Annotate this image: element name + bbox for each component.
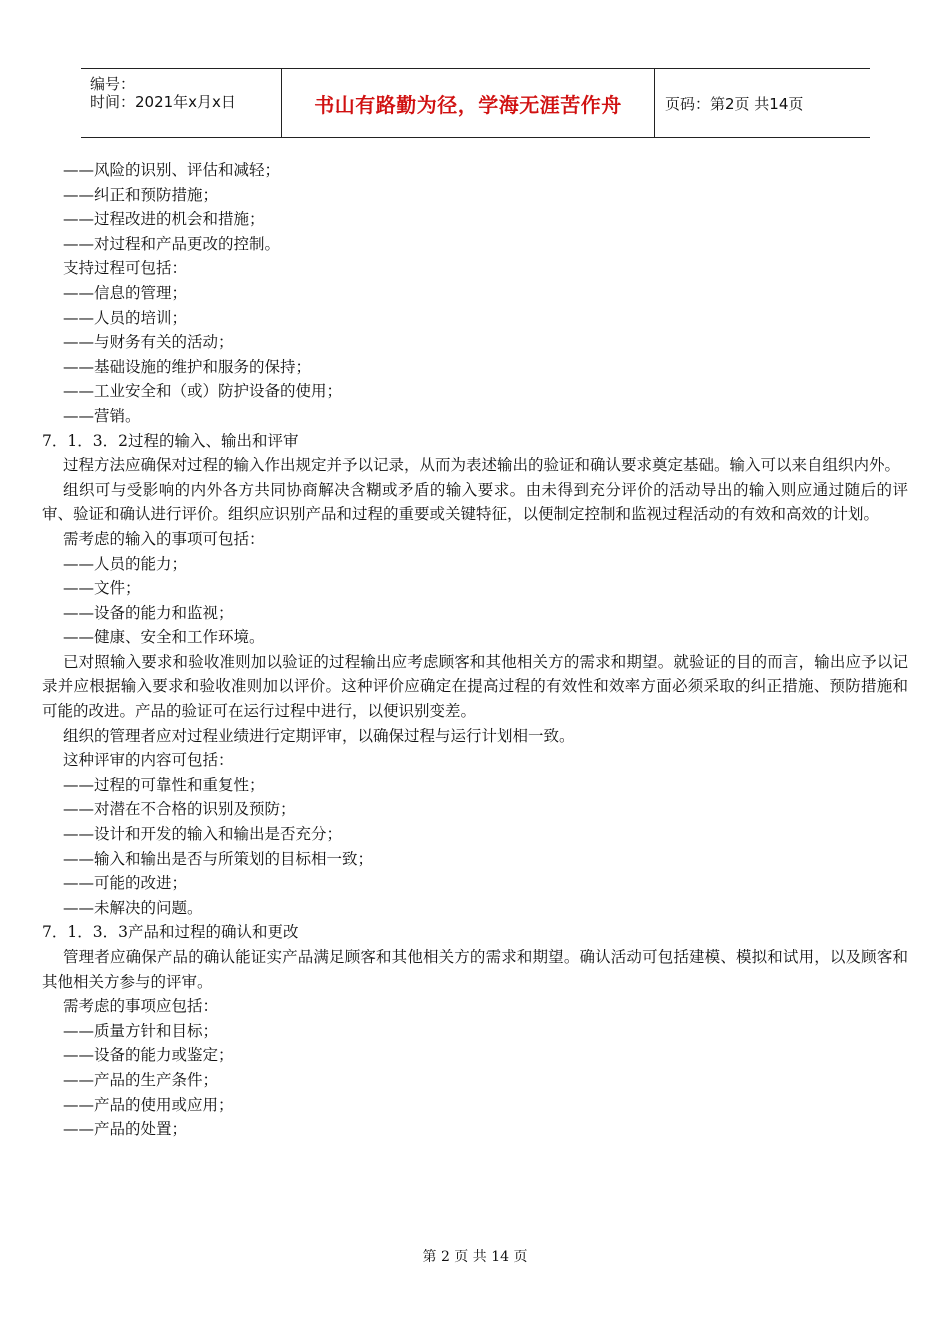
list-item: ——人员的能力；	[63, 554, 188, 573]
list-intro: 需考虑的事项应包括：	[63, 997, 219, 1016]
header-motto-cell	[282, 69, 655, 137]
section-heading: 7．1．3．2过程的输入、输出和评审	[42, 431, 299, 450]
header-page-cell	[655, 69, 870, 137]
paragraph: 管理者应确保产品的确认能证实产品满足顾客和其他相关方的需求和期望。确认活动可包括建模、模拟和试用，以及顾客和其他相关方参与的评审。	[42, 948, 908, 991]
list-item: ——过程改进的机会和措施；	[63, 210, 265, 229]
section-heading: 7．1．3．3产品和过程的确认和更改	[42, 923, 299, 942]
list-item: ——与财务有关的活动；	[63, 333, 234, 352]
header-meta-cell	[81, 69, 282, 137]
document-body	[42, 158, 908, 1142]
document-number-label: 编号：	[90, 75, 136, 93]
list-item: ——风险的识别、评估和减轻；	[63, 161, 281, 179]
list-intro: 这种评审的内容可包括：	[63, 751, 234, 770]
list-item: ——对潜在不合格的识别及预防；	[63, 800, 296, 819]
list-item: ——产品的使用或应用；	[63, 1095, 234, 1114]
paragraph-line: 组织的管理者应对过程业绩进行定期评审，以确保过程与运行计划相一致。	[63, 726, 575, 745]
paragraph: 过程方法应确保对过程的输入作出规定并予以记录，从而为表述输出的验证和确认要求奠定基础。输入可以来自组织内外。	[63, 456, 901, 475]
header-motto: 书山有路勤为径，学海无涯苦作舟	[314, 93, 622, 117]
document-time-label: 时间：2021年x月x日	[90, 93, 236, 111]
list-item: ——人员的培训；	[63, 308, 188, 327]
paragraph: 已对照输入要求和验收准则加以验证的过程输出应考虑顾客和其他相关方的需求和期望。就验证的目的而言，输出应予以记录并应根据输入要求和验收准则加以评价。这种评价应确定在提高过程的有效性和效率方面必须采取的纠正措施、预防措施和可能的改进。产品的验证可在运行过程中进行，以便识别变差。	[42, 652, 908, 721]
list-item: ——产品的处置；	[63, 1120, 188, 1139]
list-item: ——未解决的问题。	[63, 898, 203, 917]
list-item: ——输入和输出是否与所策划的目标相一致；	[63, 849, 374, 868]
list-item: ——纠正和预防措施；	[63, 185, 219, 204]
list-item: ——设备的能力和监视；	[63, 603, 234, 622]
list-item: ——过程的可靠性和重复性；	[63, 775, 265, 794]
list-item: ——基础设施的维护和服务的保持；	[63, 357, 312, 376]
paragraph: 组织可与受影响的内外各方共同协商解决含糊或矛盾的输入要求。由未得到充分评价的活动导出的输入则应通过随后的评审、验证和确认进行评价。组织应识别产品和过程的重要或关键特征，以便制定控制和监视过程活动的有效和高效的计划。	[42, 480, 908, 524]
list-item: ——设备的能力或鉴定；	[63, 1046, 234, 1065]
list-item: ——质量方针和目标；	[63, 1021, 219, 1040]
list-item: ——对过程和产品更改的控制。	[63, 234, 281, 253]
page-header	[81, 68, 870, 138]
list-item: ——设计和开发的输入和输出是否充分；	[63, 825, 343, 844]
list-item: ——健康、安全和工作环境。	[63, 628, 265, 647]
list-item: ——营销。	[63, 406, 141, 425]
list-item: ——产品的生产条件；	[63, 1070, 219, 1089]
list-item: ——可能的改进；	[63, 874, 188, 893]
list-item: ——文件；	[63, 579, 141, 598]
list-intro: 需考虑的输入的事项可包括：	[63, 529, 265, 548]
list-item: ——信息的管理；	[63, 283, 188, 302]
list-intro: 支持过程可包括：	[63, 259, 188, 278]
page-footer: 第 2 页 共 14 页	[422, 1249, 528, 1265]
header-page-info: 页码：第2页 共14页	[665, 95, 804, 113]
list-item: ——工业安全和（或）防护设备的使用；	[63, 382, 343, 401]
